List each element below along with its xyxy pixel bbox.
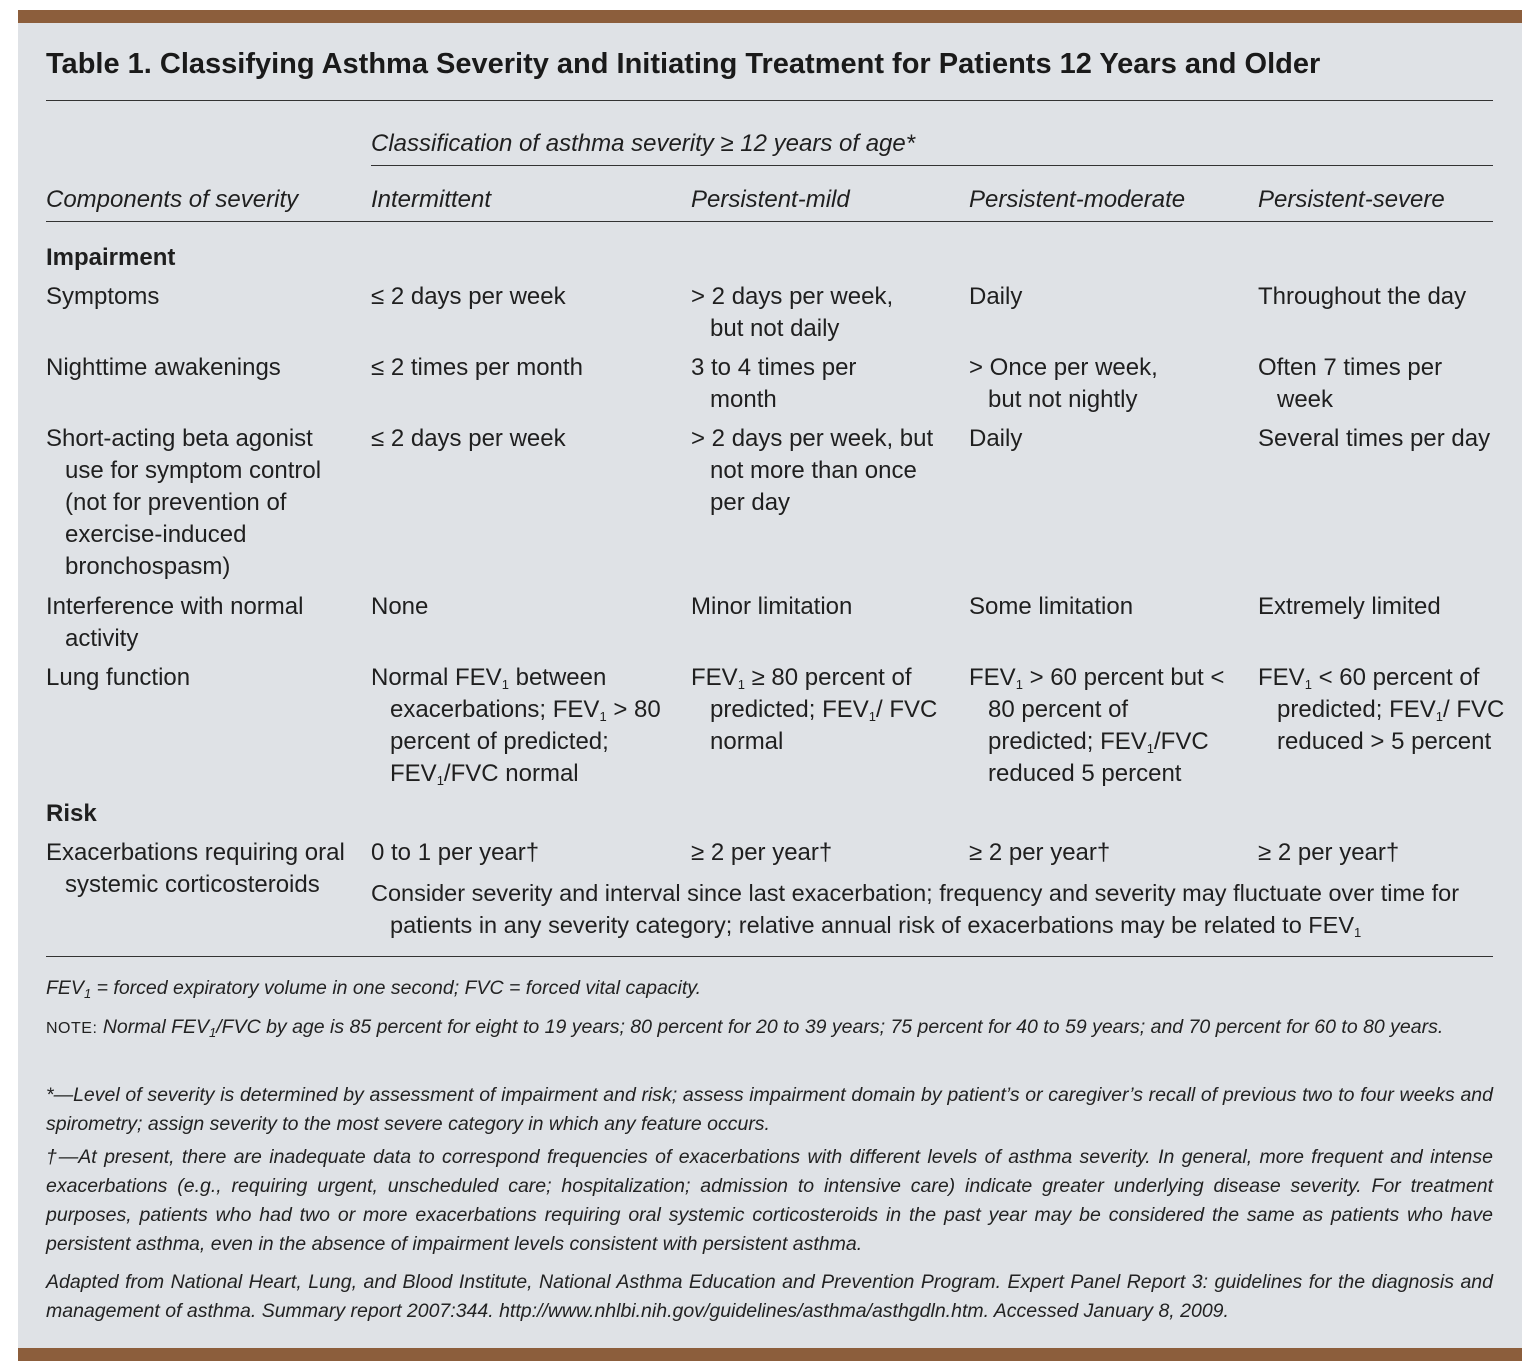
cell-exacerbations-mild: ≥ 2 per year† — [691, 839, 833, 866]
footnote-asterisk: *—Level of severity is determined by assessment of impairment and risk; assess impairment domain by patient’s or caregiver’s recall of previous two to four weeks and spirometry; assign severity to the most severe category in which any feature occurs. — [46, 1084, 1493, 1135]
section-impairment: Impairment — [46, 244, 176, 271]
top-accent-bar — [18, 10, 1522, 23]
cell-nighttime-severe: Often 7 times per week — [1258, 354, 1443, 413]
cell-saba-moderate: Daily — [969, 425, 1023, 452]
cell-exacerbations-severe: ≥ 2 per year† — [1258, 839, 1400, 866]
row-label-lung-function: Lung function — [46, 664, 191, 691]
group-header: Classification of asthma severity ≥ 12 years of age* — [371, 130, 916, 157]
cell-saba-severe: Several times per day — [1258, 425, 1491, 452]
footnote-note — [46, 1013, 1493, 1043]
col-header-components: Components of severity — [46, 186, 299, 213]
row-label-exacerbations: Exacerbations requiring oral systemic corticosteroids — [46, 839, 345, 898]
table-title: Table 1. Classifying Asthma Severity and Initiating Treatment for Patients 12 Years and Older — [46, 48, 1321, 80]
section-risk: Risk — [46, 800, 97, 827]
row-label-interference: Interference with normal activity — [46, 593, 304, 652]
row-label-saba: Short-acting beta agonist use for symptom control (not for prevention of exercise-induced bronchospasm) — [46, 425, 322, 580]
cell-symptoms-mild: > 2 days per week, but not daily — [691, 283, 894, 342]
cell-exacerbations-moderate: ≥ 2 per year† — [969, 839, 1111, 866]
header-rule — [46, 221, 1493, 222]
footnote-source: Adapted from National Heart, Lung, and Blood Institute, National Asthma Education and Prevention Program. Expert Panel Report 3: guidelines for the diagnosis and management of asthma. Summary report 2007:344. http://www.nhlbi.nih.gov/guidelines/asthma/asthgdln.htm. Accessed January 8, 2009. — [46, 1271, 1493, 1322]
footnote-abbreviations: $FEV_1$ = forced expiratory volume in one second; FVC = forced vital capacity. — [46, 977, 702, 1001]
cell-interference-mild: Minor limitation — [691, 593, 853, 620]
row-label-symptoms: Symptoms — [46, 283, 160, 310]
cell-nighttime-moderate: > Once per week, but not nightly — [969, 354, 1158, 413]
col-header-persistent-severe: Persistent-severe — [1258, 186, 1445, 213]
cell-lung-mild: $FEV_1 \ge 80$ percent of predicted; $FEV_1/$ FVC normal — [691, 664, 938, 755]
footnote-dagger: †—At present, there are inadequate data to correspond frequencies of exacerbations with different levels of asthma severity. In general, more frequent and intense exacerbations (e.g., requiring urgent, unscheduled care; hospitalization; admission to intensive care) indicate greater underlying disease severity. For treatment purposes, patients who had two or more exacerbations requiring oral systemic corticosteroids in the past year may be considered the same as patients who have persistent asthma, even in the absence of impairment levels consistent with persistent asthma. — [46, 1146, 1493, 1255]
table-bottom-rule — [46, 956, 1493, 957]
group-header-rule — [371, 165, 1493, 166]
cell-symptoms-intermittent: ≤ 2 days per week — [371, 283, 566, 310]
cell-interference-severe: Extremely limited — [1258, 593, 1441, 620]
col-header-persistent-mild: Persistent-mild — [691, 186, 850, 213]
bottom-accent-bar — [18, 1348, 1522, 1361]
cell-nighttime-intermittent: ≤ 2 times per month — [371, 354, 583, 381]
note-label: NOTE: — [46, 1020, 98, 1037]
cell-saba-intermittent: ≤ 2 days per week — [371, 425, 566, 452]
table-panel — [18, 10, 1522, 1361]
cell-interference-intermittent: None — [371, 593, 429, 620]
cell-lung-moderate: $FEV_1 > 60$ percent but < 80 percent of predicted; $FEV_1$/FVC reduced 5 percent — [969, 664, 1225, 787]
col-header-intermittent: Intermittent — [371, 186, 492, 213]
title-rule — [46, 100, 1493, 101]
col-header-persistent-moderate: Persistent-moderate — [969, 186, 1186, 213]
cell-symptoms-moderate: Daily — [969, 283, 1023, 310]
exacerbations-span-note: Consider severity and interval since last exacerbation; frequency and severity may fluctuate over time for patients in any severity category; relative annual risk of exacerbations may be related to $FEV_1$ — [371, 880, 1460, 940]
note-text: Normal $FEV_1$/FVC by age is 85 percent for eight to 19 years; 80 percent for 20 to 39 years; 75 percent for 40 to 59 years; and 70 percent for 60 to 80 years. — [102, 1016, 1444, 1040]
cell-lung-intermittent: Normal $FEV_1$ between exacerbations; $FEV_1 > 80$ percent of predicted; $FEV_1$/FVC normal — [371, 664, 661, 788]
cell-symptoms-severe: Throughout the day — [1258, 283, 1467, 310]
cell-interference-moderate: Some limitation — [969, 593, 1134, 620]
cell-saba-mild: > 2 days per week, but not more than once per day — [691, 425, 934, 516]
row-label-nighttime: Nighttime awakenings — [46, 354, 281, 381]
cell-nighttime-mild: 3 to 4 times per month — [691, 354, 857, 413]
cell-exacerbations-intermittent: 0 to 1 per year† — [371, 839, 540, 866]
cell-lung-severe: $FEV_1 < 60$ percent of predicted; $FEV_1/$ FVC reduced > 5 percent — [1258, 664, 1505, 755]
